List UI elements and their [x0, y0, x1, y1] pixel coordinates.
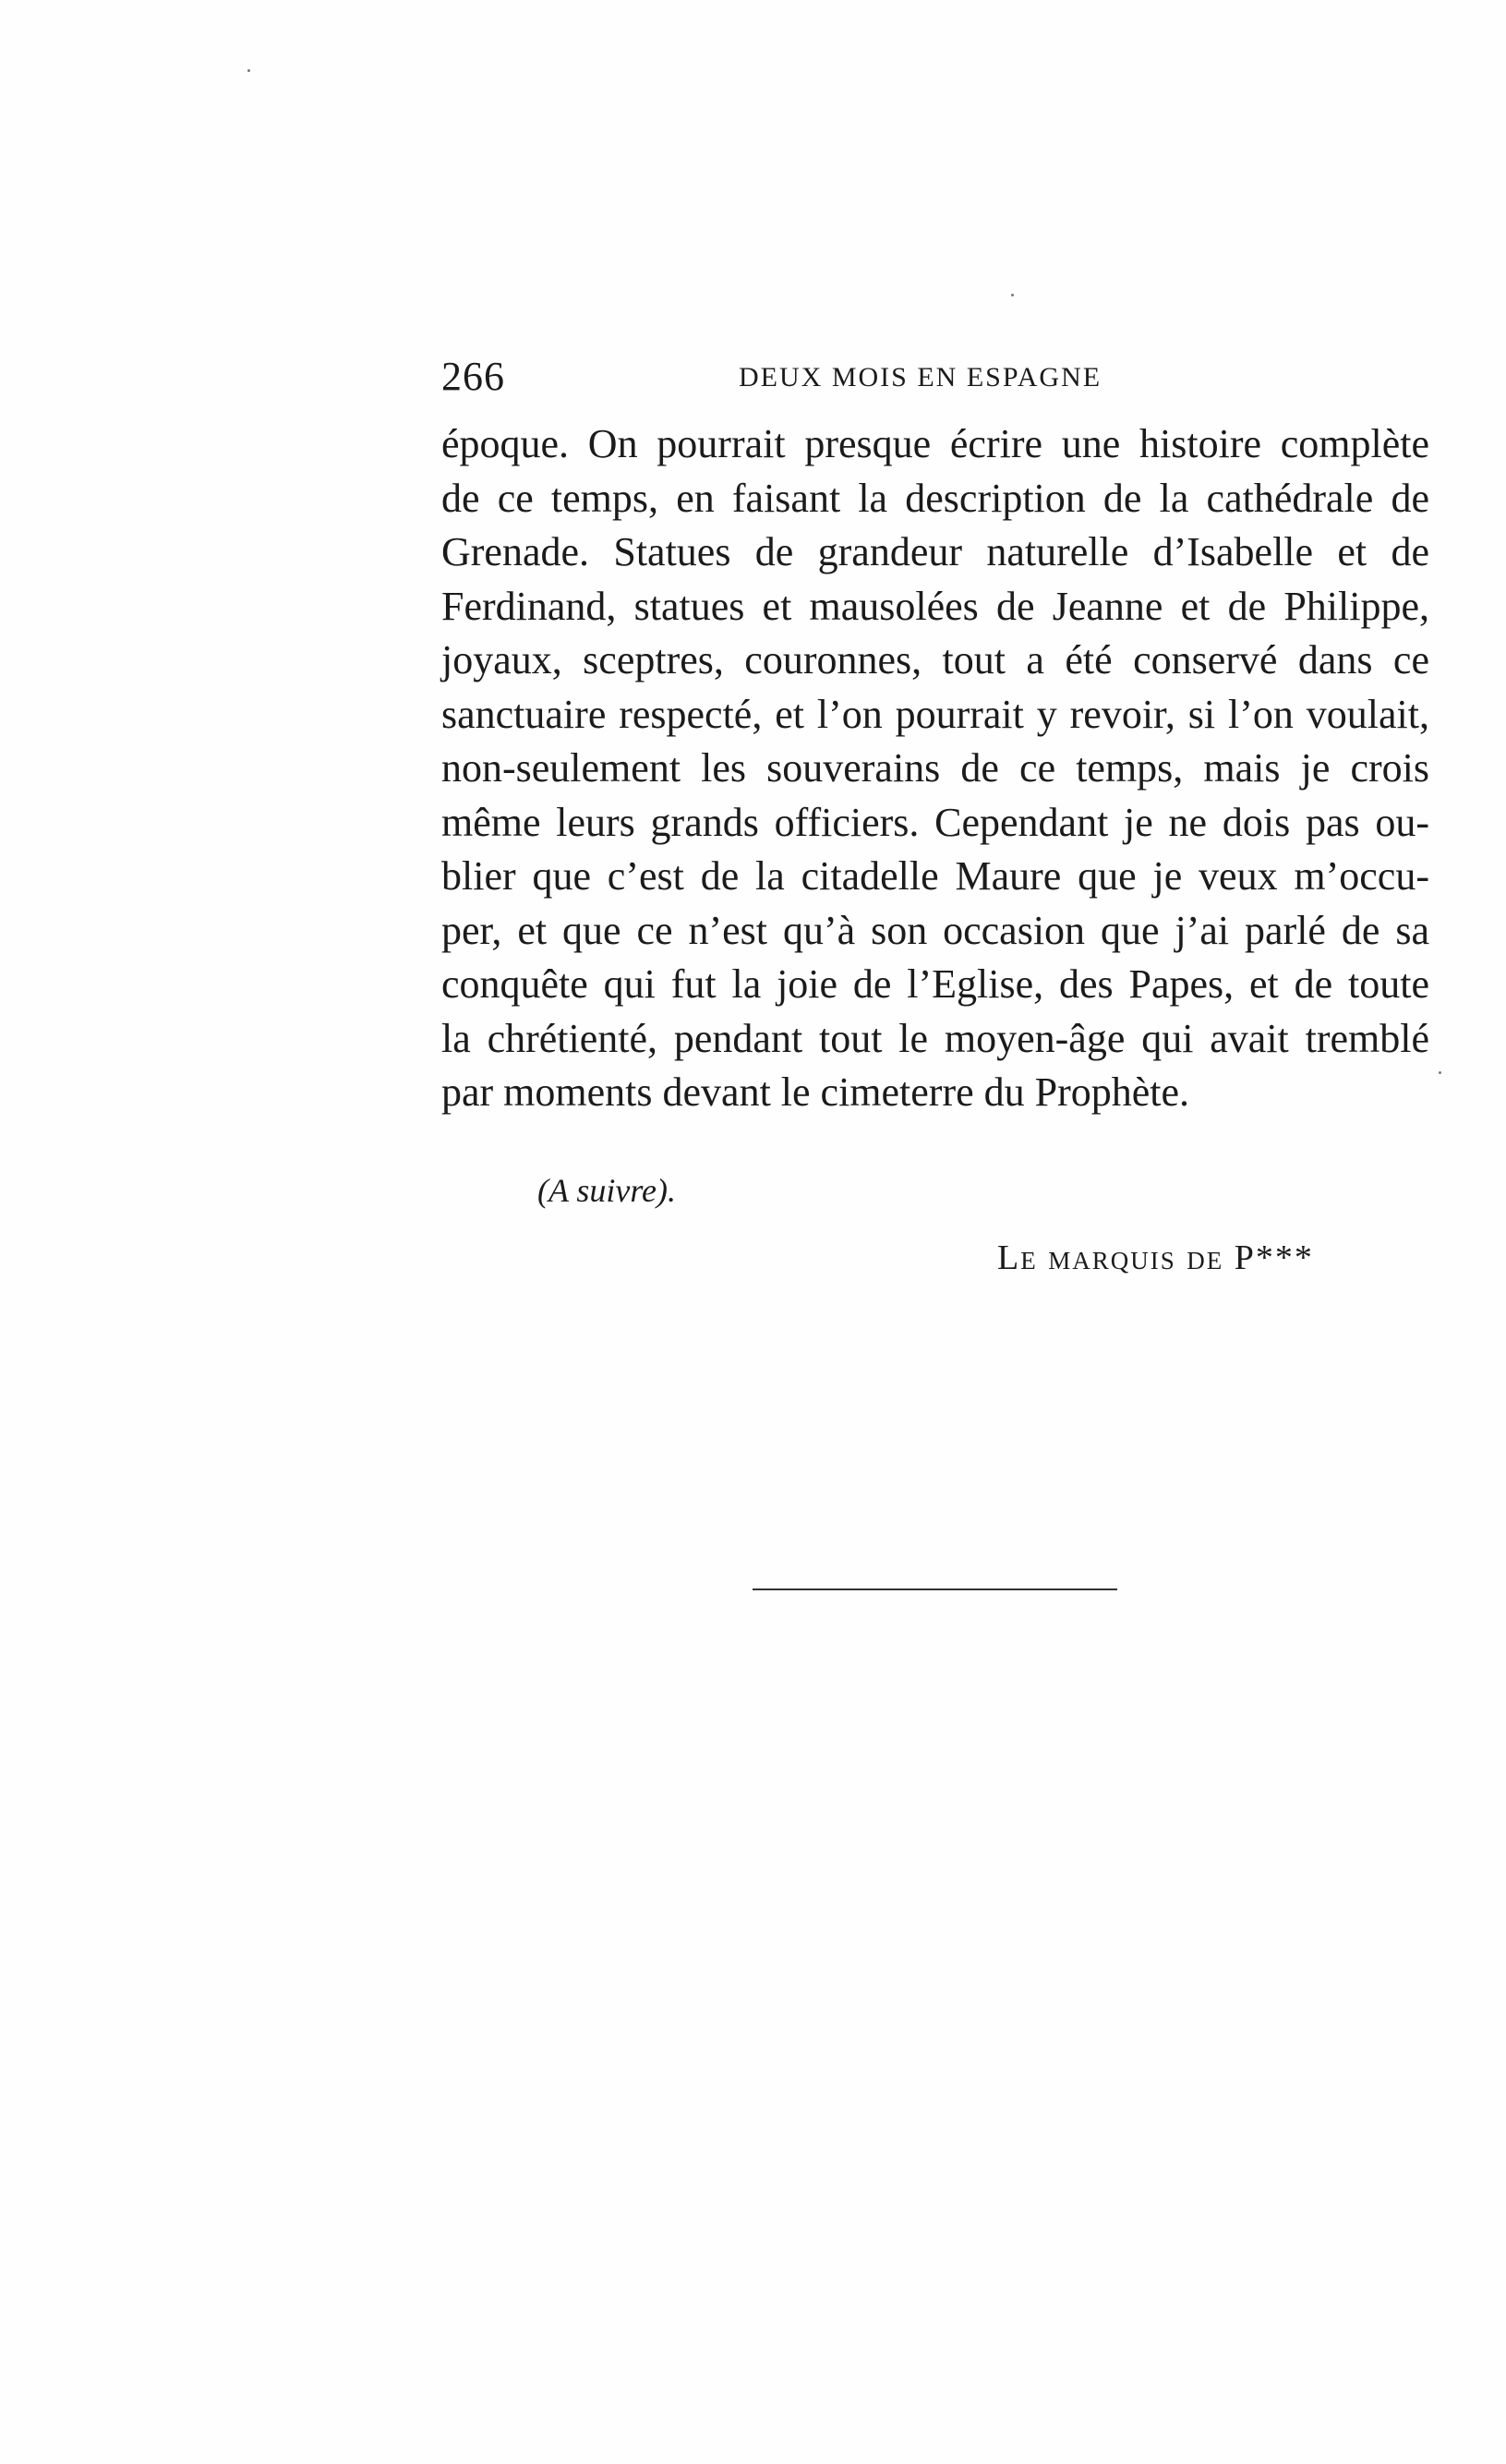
paper-speck	[1439, 1071, 1441, 1074]
text-line: la chrétienté, pendant tout le moyen-âge qui avait tremblé	[441, 1015, 1429, 1061]
signature-initial: L	[997, 1238, 1021, 1277]
paper-speck	[247, 69, 250, 72]
text-line: Ferdinand, statues et mausolées de Jeanne et de Philippe,	[441, 583, 1429, 629]
text-line: sanctuaire respecté, et l’on pourrait y revoir, si l’on voulait,	[441, 691, 1429, 737]
continuation-note: (A suivre).	[537, 1172, 676, 1209]
running-title: DEUX MOIS EN ESPAGNE	[739, 362, 1102, 393]
text-line-last: par moments devant le cimeterre du Prophète.	[441, 1069, 1190, 1115]
text-line: non-seulement les souverains de ce temps, mais je crois	[441, 745, 1429, 791]
signature-name: P***	[1234, 1238, 1314, 1277]
signature-words: e marquis de	[1020, 1238, 1224, 1277]
signature	[997, 1238, 1314, 1278]
text-line: Grenade. Statues de grandeur naturelle d’Isabelle et de	[441, 529, 1429, 574]
page-number: 266	[441, 354, 505, 399]
text-line: joyaux, sceptres, couronnes, tout a été conservé dans ce	[441, 637, 1429, 682]
section-divider-rule	[753, 1588, 1117, 1590]
body-paragraph	[441, 417, 1429, 1120]
text-line: per, et que ce n’est qu’à son occasion que j’ai parlé de sa	[441, 907, 1429, 953]
paper-speck	[1011, 294, 1014, 296]
text-line: époque. On pourrait presque écrire une histoire complète	[441, 421, 1429, 466]
text-line: même leurs grands officiers. Cependant je ne dois pas ou-	[441, 799, 1429, 845]
text-line: de ce temps, en faisant la description de la cathédrale de	[441, 475, 1429, 521]
text-line: blier que c’est de la citadelle Maure que je veux m’occu-	[441, 853, 1429, 899]
text-line: conquête qui fut la joie de l’Eglise, des Papes, et de toute	[441, 961, 1429, 1007]
